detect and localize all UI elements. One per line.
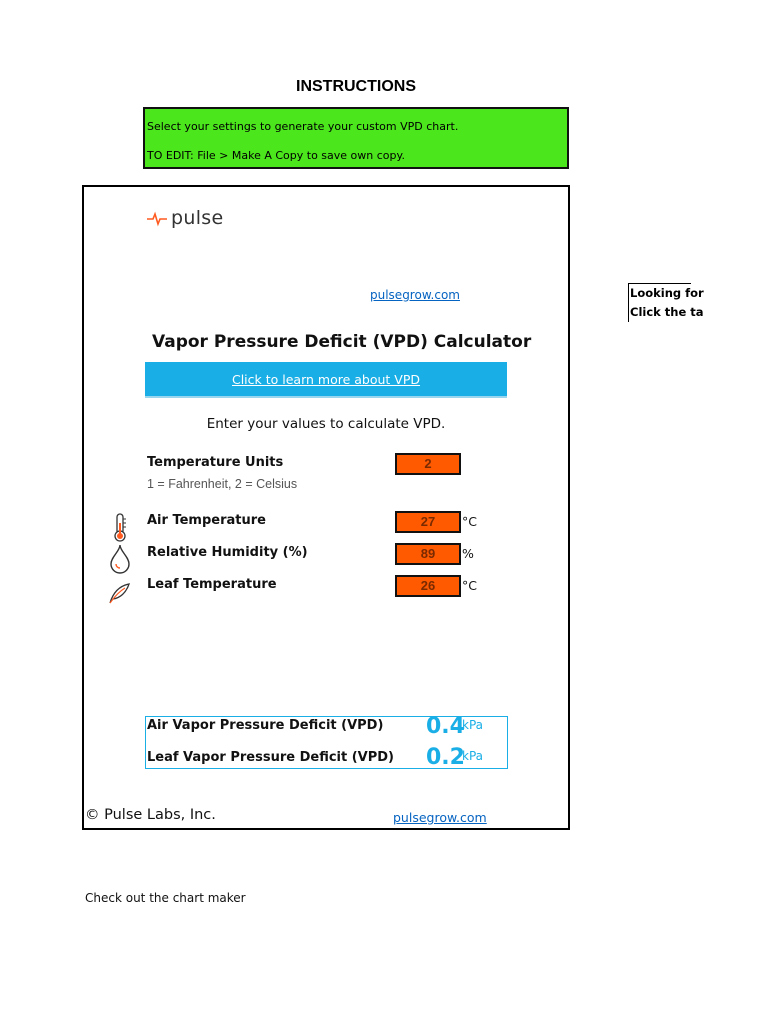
leaf-icon: [107, 581, 131, 605]
pulsegrow-link-top[interactable]: pulsegrow.com: [370, 288, 460, 302]
leaf-vpd-label: Leaf Vapor Pressure Deficit (VPD): [147, 750, 394, 765]
side-note-line-1: Looking for: [630, 286, 704, 300]
side-note-line-2: Click the ta: [630, 305, 704, 319]
temp-units-label: Temperature Units: [147, 455, 284, 470]
air-temp-unit: °C: [462, 514, 477, 529]
air-vpd-label: Air Vapor Pressure Deficit (VPD): [147, 718, 384, 733]
learn-vpd-button[interactable]: [145, 362, 507, 398]
pulsegrow-link-footer[interactable]: pulsegrow.com: [393, 810, 487, 825]
leaf-vpd-unit: kPa: [462, 749, 483, 763]
vpd-calculator-card: [82, 185, 570, 830]
humidity-label: Relative Humidity (%): [147, 545, 308, 560]
instructions-line-1: Select your settings to generate your custom VPD chart.: [147, 120, 459, 133]
leaf-temp-label: Leaf Temperature: [147, 577, 277, 592]
pulse-logo: [147, 207, 223, 229]
side-note-cell: [628, 283, 704, 322]
temp-units-input[interactable]: 2: [395, 453, 461, 475]
air-vpd-unit: kPa: [462, 718, 483, 732]
air-temp-label: Air Temperature: [147, 513, 266, 528]
results-box: [145, 716, 508, 769]
temp-units-hint: 1 = Fahrenheit, 2 = Celsius: [147, 477, 298, 491]
humidity-input[interactable]: 89: [395, 543, 461, 565]
enter-values-text: Enter your values to calculate VPD.: [206, 416, 446, 432]
humidity-unit: %: [462, 546, 474, 561]
leaf-vpd-value: 0.2: [426, 745, 465, 770]
copyright-text: © Pulse Labs, Inc.: [85, 807, 216, 823]
instructions-box: [143, 107, 569, 169]
leaf-temp-input[interactable]: 26: [395, 575, 461, 597]
instructions-line-2: TO EDIT: File > Make A Copy to save own copy.: [147, 149, 405, 162]
chart-maker-text: Check out the chart maker: [85, 891, 246, 905]
learn-vpd-label: Click to learn more about VPD: [231, 371, 421, 387]
logo-text: pulse: [171, 207, 224, 229]
instructions-title: INSTRUCTIONS: [296, 78, 416, 95]
air-vpd-value: 0.4: [426, 714, 465, 739]
calculator-title: Vapor Pressure Deficit (VPD) Calculator: [152, 332, 532, 352]
water-drop-icon: [108, 543, 132, 575]
pulse-wave-icon: [147, 211, 167, 225]
thermometer-icon: [111, 513, 129, 543]
leaf-temp-unit: °C: [462, 578, 477, 593]
air-temp-input[interactable]: 27: [395, 511, 461, 533]
